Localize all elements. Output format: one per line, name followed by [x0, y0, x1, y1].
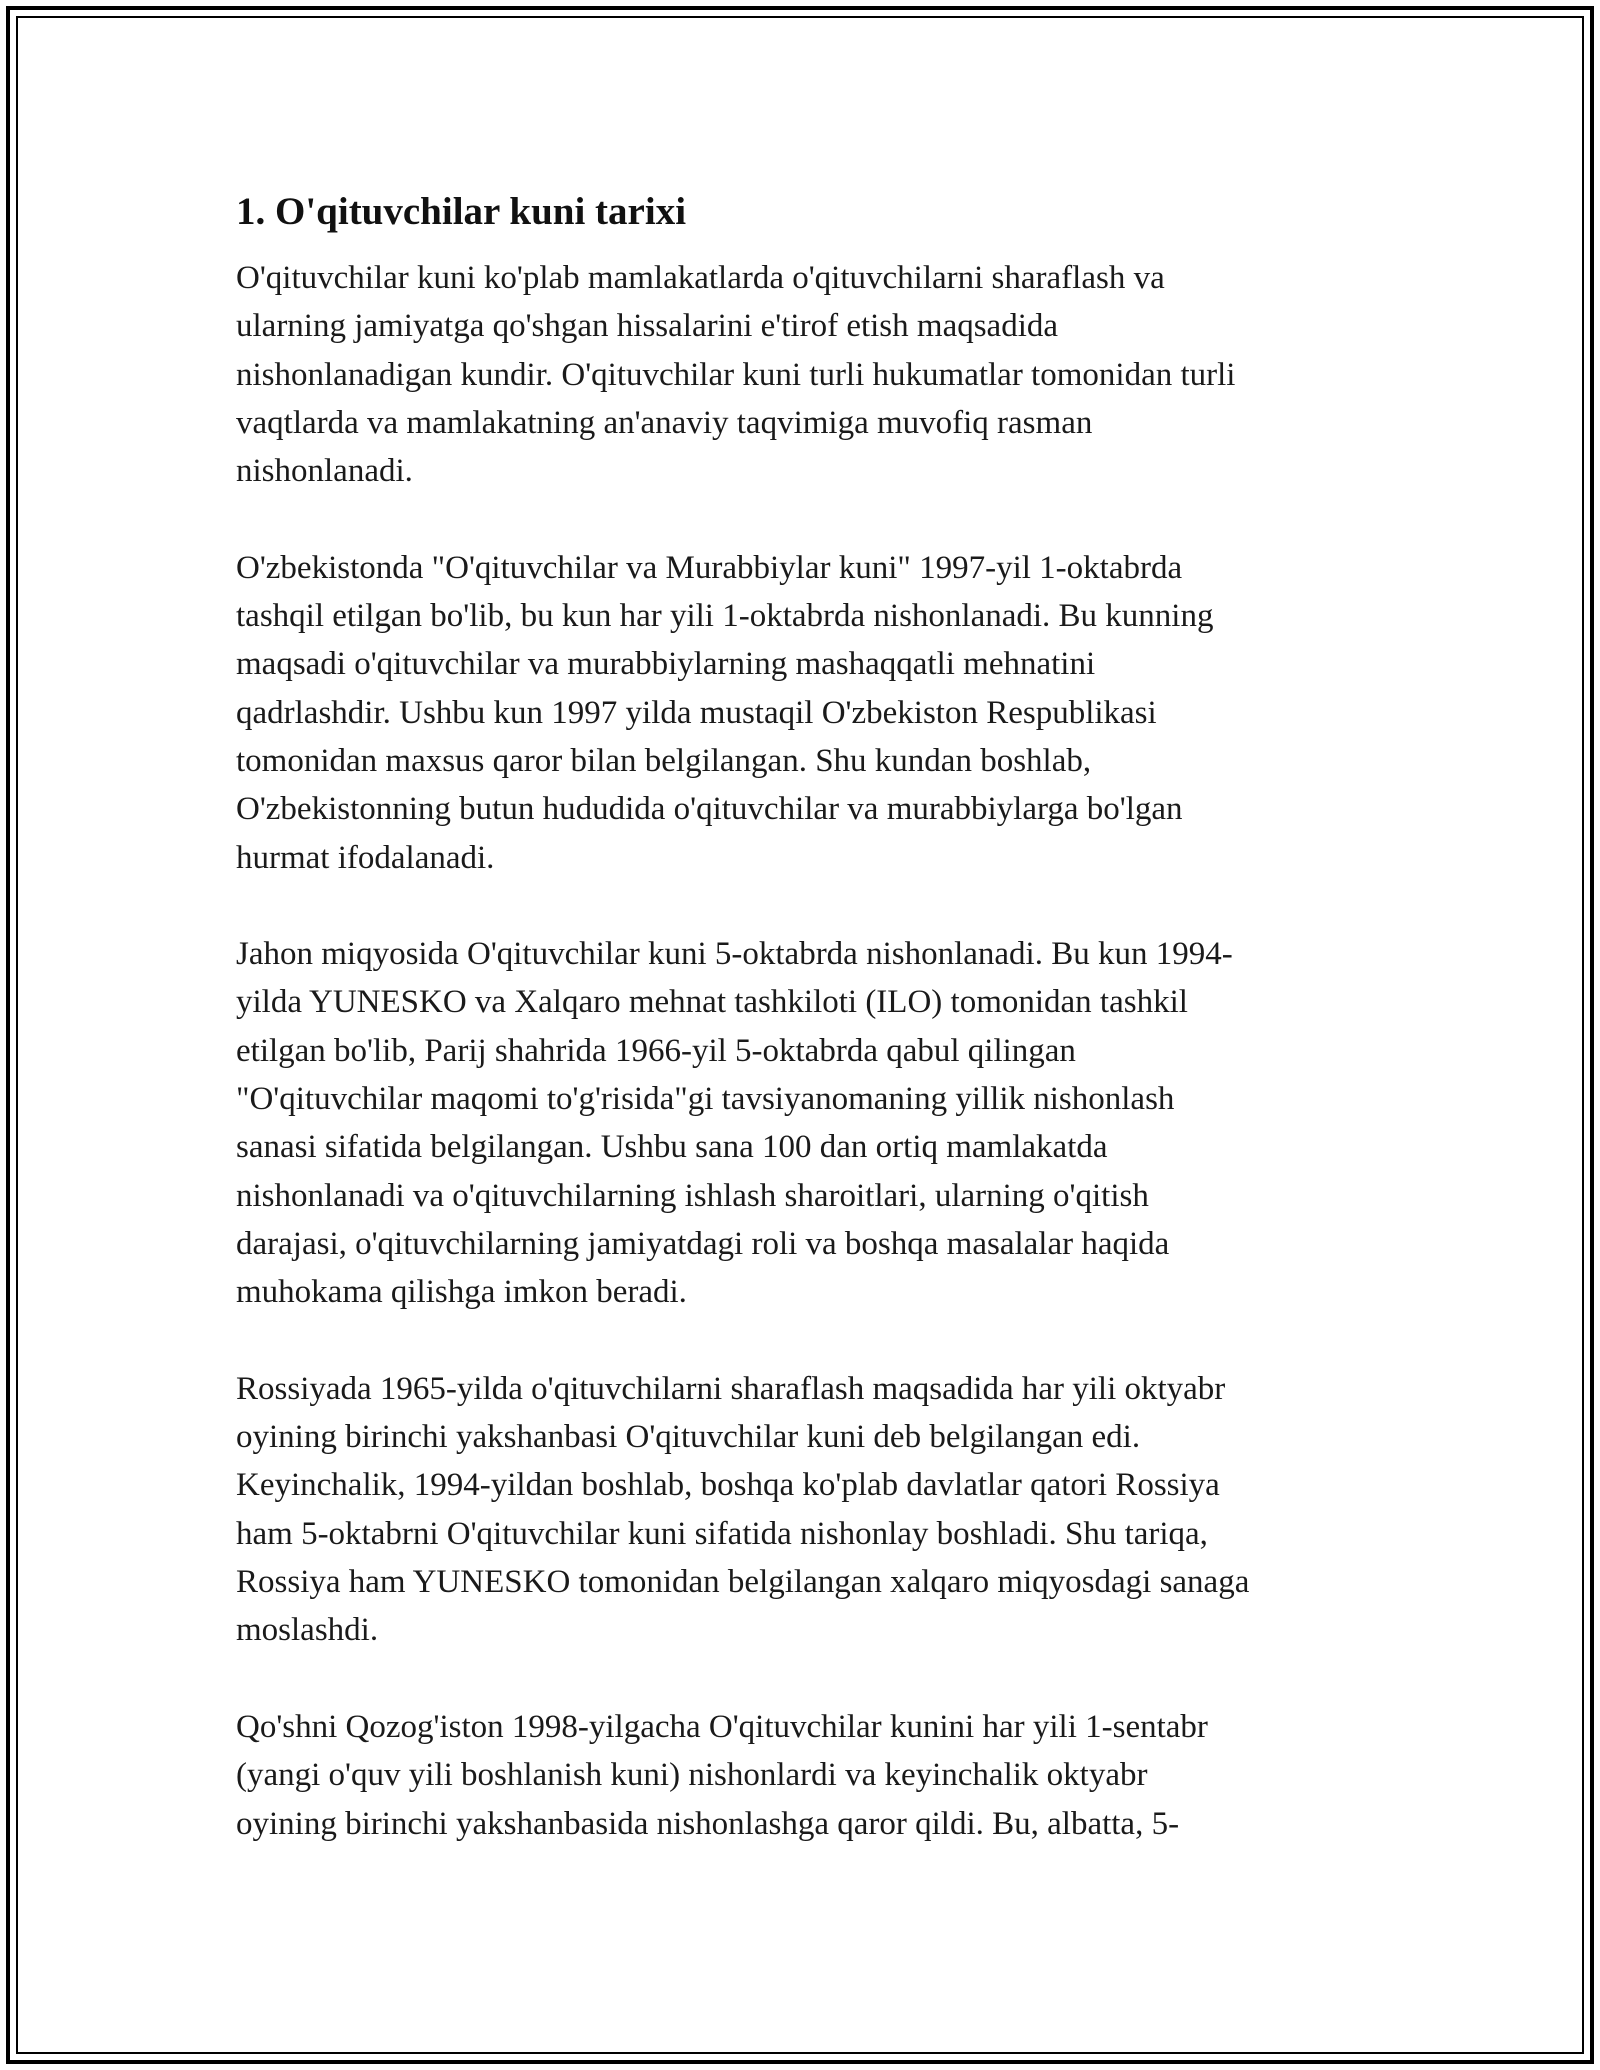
document-body — [236, 186, 1370, 1896]
paragraph-intro: O'qituvchilar kuni ko'plab mamlakatlarda o'qituvchilarni sharaflash va ularning jamiyatga qo'shgan hissalarini e'tirof etish maqsadida nishonlanadigan kundir. O'qituvchilar kuni turli hukumatlar tomonidan turli vaqtlarda va mamlakatning an'anaviy taqvimiga muvofiq rasman nishonlanadi. — [236, 260, 1236, 490]
paragraph-uzbekistan: O'zbekistonda "O'qituvchilar va Murabbiylar kuni" 1997-yil 1-oktabrda tashqil etilgan bo'lib, bu kun har yili 1-oktabrda nishonlanadi. Bu kunning maqsadi o'qituvchilar va murabbiylarning mashaqqatli mehnatini qadrlashdir. Ushbu kun 1997 yilda mustaqil O'zbekiston Respublikasi tomonidan maxsus qaror bilan belgilangan. Shu kundan boshlab, O'zbekistonning butun hududida o'qituvchilar va murabbiylarga bo'lgan hurmat ifodalanadi. — [236, 549, 1214, 876]
paragraph-world: Jahon miqyosida O'qituvchilar kuni 5-oktabrda nishonlanadi. Bu kun 1994- yilda YUNESKO va Xalqaro mehnat tashkiloti (ILO) tomonidan tashkil etilgan bo'lib, Parij shahrida 1966-yil 5-oktabrda qabul qilingan "O'qituvchilar maqomi to'g'risida"gi tavsiyanomaning yillik nishonlash sanasi sifatida belgilangan. Ushbu sana 100 dan ortiq mamlakatda nishonlanadi va o'qituvchilarning ishlash sharoitlari, ularning o'qitish darajasi, o'qituvchilarning jamiyatdagi roli va boshqa masalalar haqida muhokama qilishga imkon beradi. — [236, 936, 1233, 1311]
paragraph-russia: Rossiyada 1965-yilda o'qituvchilarni sharaflash maqsadida har yili oktyabr oyining birinchi yakshanbasi O'qituvchilar kuni deb belgilangan edi. Keyinchalik, 1994-yildan boshlab, boshqa ko'plab davlatlar qatori Rossiya ham 5-oktabrni O'qituvchilar kuni sifatida nishonlay boshladi. Shu tariqa, Rossiya ham YUNESKO tomonidan belgilangan xalqaro miqyosdagi sanaga moslashdi. — [236, 1370, 1250, 1649]
paragraph-kazakhstan: Qo'shni Qozog'iston 1998-yilgacha O'qituvchilar kunini har yili 1-sentabr (yangi o'quv yili boshlanish kuni) nishonlardi va keyinchalik oktyabr oyining birinchi yakshanbasida nishonlashga qaror qildi. Bu, albatta, 5- — [236, 1708, 1208, 1842]
section-heading: 1. O'qituvchilar kuni tarixi — [236, 190, 687, 233]
